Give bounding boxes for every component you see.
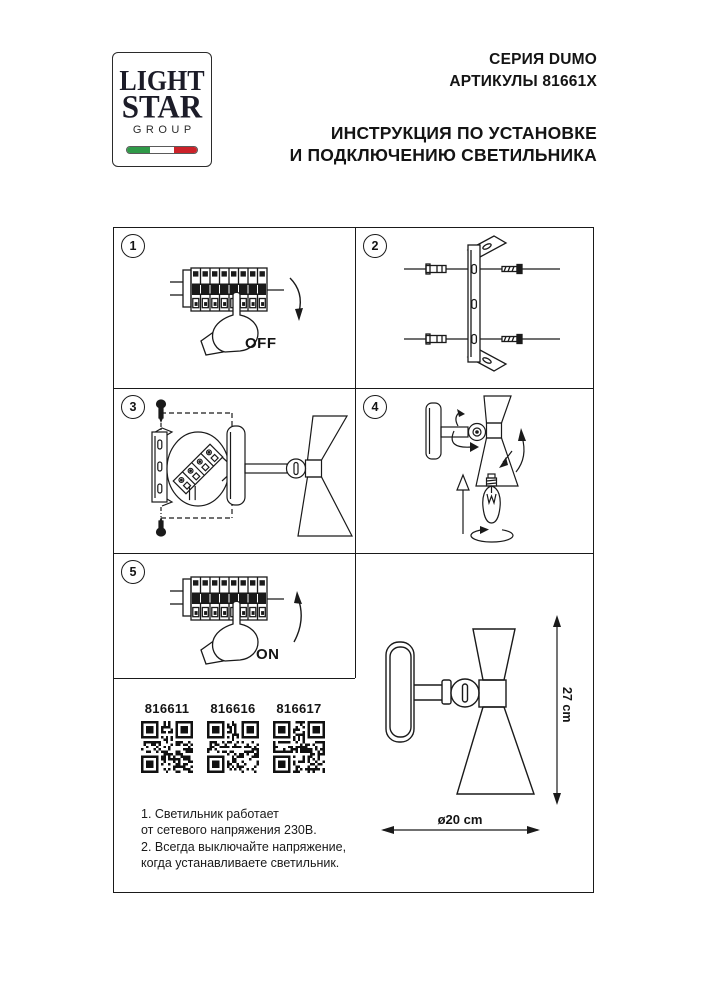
diameter-dimension-label: ø20 cm xyxy=(437,812,483,827)
step-panel-5 xyxy=(114,554,355,677)
articles-title: АРТИКУЛЫ 81661X xyxy=(449,73,597,90)
step-number-badge xyxy=(121,395,145,419)
step-number-badge xyxy=(363,395,387,419)
step-number: 1 xyxy=(129,239,137,253)
step-number: 5 xyxy=(129,565,137,579)
step-number: 4 xyxy=(371,400,379,414)
note-line: 1. Светильник работает xyxy=(141,807,279,821)
mounting-bracket-illustration xyxy=(356,228,593,387)
logo-text-light: LIGHT xyxy=(119,64,205,97)
lamp-dimensions-drawing xyxy=(356,554,593,891)
products-and-notes-section xyxy=(114,679,355,891)
lamp-side-view-illustration xyxy=(356,554,593,891)
step-panel-1 xyxy=(114,228,355,387)
height-dimension-label: 27 cm xyxy=(560,687,574,723)
qr-code xyxy=(207,721,259,773)
step-number-badge xyxy=(363,234,387,258)
italian-flag-stripe xyxy=(126,146,198,154)
steps-frame xyxy=(113,227,594,893)
note-line: когда устанавливаете светильник. xyxy=(141,855,340,870)
circuit-breaker-off-illustration xyxy=(114,228,355,387)
logo-text-star: STAR xyxy=(121,87,203,126)
step-number: 3 xyxy=(129,400,137,414)
installation-notes xyxy=(141,806,346,871)
note-line: от сетевого напряжения 230В. xyxy=(141,823,317,838)
lightstar-logo xyxy=(112,52,212,167)
flag-white-band xyxy=(150,147,173,153)
qr-code xyxy=(273,721,325,773)
step-panel-4 xyxy=(356,389,593,552)
products-row xyxy=(141,701,325,773)
article-item xyxy=(141,701,193,773)
flag-red-band xyxy=(174,147,197,153)
on-label: ON xyxy=(256,646,280,663)
instruction-title-line2: И ПОДКЛЮЧЕНИЮ СВЕТИЛЬНИКА xyxy=(289,145,597,165)
step-panel-2 xyxy=(356,228,593,387)
step-number: 2 xyxy=(371,239,379,253)
off-label: OFF xyxy=(245,335,277,352)
note-line: 2. Всегда выключайте напряжение, xyxy=(141,839,347,854)
logo-text-group: GROUP xyxy=(132,124,196,136)
instruction-title-line1: ИНСТРУКЦИЯ ПО УСТАНОВКЕ xyxy=(330,123,597,143)
step-number-badge xyxy=(121,234,145,258)
article-item xyxy=(273,701,325,773)
header xyxy=(290,49,597,166)
wiring-connection-illustration xyxy=(114,389,355,552)
series-title: СЕРИЯ DUMO xyxy=(489,51,597,68)
instruction-title xyxy=(290,122,597,166)
circuit-breaker-on-illustration xyxy=(114,554,355,677)
article-code: 816616 xyxy=(210,701,256,716)
article-code: 816617 xyxy=(276,701,322,716)
lamp-adjustment-illustration xyxy=(356,389,593,552)
article-code: 816611 xyxy=(144,701,190,716)
flag-green-band xyxy=(127,147,150,153)
step-panel-3 xyxy=(114,389,355,552)
article-item xyxy=(207,701,259,773)
qr-code xyxy=(141,721,193,773)
step-number-badge xyxy=(121,560,145,584)
